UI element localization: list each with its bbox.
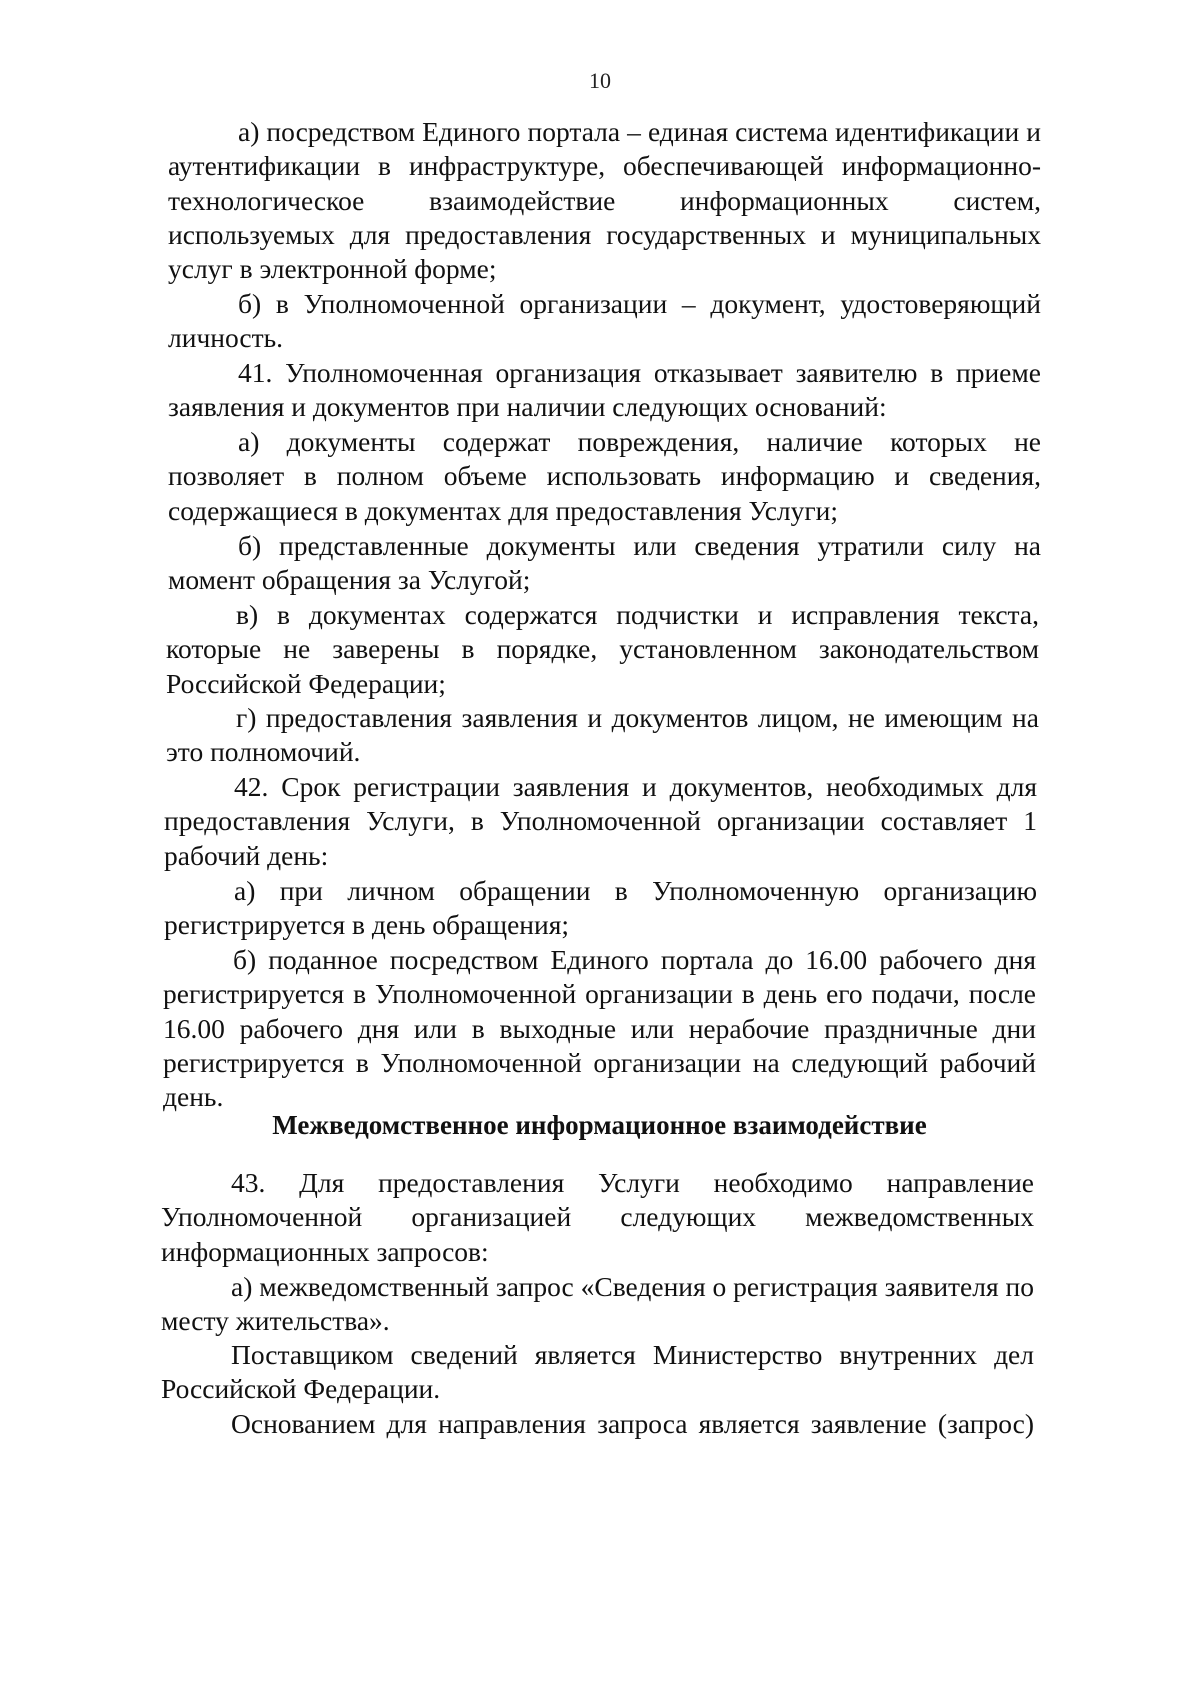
paragraph-40a: а) посредством Единого портала – единая система идентификации и аутентификации в инфраструктуре, обеспечивающей информационно-технологическое взаимодействие информационных систем, используемых для предоставления государственных и муниципальных услуг в электронной форме; bbox=[168, 116, 1041, 285]
paragraph-41v: в) в документах содержатся подчистки и исправления текста, которые не заверены в порядке, установленном законодательством Российской Федерации; bbox=[166, 599, 1039, 699]
paragraph-41a: а) документы содержат повреждения, наличие которых не позволяет в полном объеме использовать информацию и сведения, содержащиеся в документах для предоставления Услуги; bbox=[168, 426, 1041, 526]
paragraph-basis: Основанием для направления запроса является заявление (запрос) bbox=[231, 1408, 1034, 1439]
page-number: 10 bbox=[589, 68, 611, 93]
paragraph-43: 43. Для предоставления Услуги необходимо направление Уполномоченной организацией следующих межведомственных информационных запросов: bbox=[161, 1167, 1034, 1267]
paragraph-42a: а) при личном обращении в Уполномоченную организацию регистрируется в день обращения; bbox=[164, 875, 1037, 941]
paragraph-41g: г) предоставления заявления и документов лицом, не имеющим на это полномочий. bbox=[166, 702, 1039, 768]
paragraph-41b: б) представленные документы или сведения утратили силу на момент обращения за Услугой; bbox=[168, 530, 1041, 596]
paragraph-41: 41. Уполномоченная организация отказывает заявителю в приеме заявления и документов при наличии следующих оснований: bbox=[168, 357, 1041, 423]
paragraph-40b: б) в Уполномоченной организации – документ, удостоверяющий личность. bbox=[168, 288, 1041, 354]
paragraph-43a: а) межведомственный запрос «Сведения о регистрация заявителя по месту жительства». bbox=[161, 1271, 1034, 1337]
section-heading: Межведомственное информационное взаимодействие bbox=[272, 1110, 927, 1140]
paragraph-42b: б) поданное посредством Единого портала до 16.00 рабочего дня регистрируется в Уполномоченной организации в день его подачи, после 16.00 рабочего дня или в выходные или нерабочие праздничные дни регистрируется в Уполномоченной организации на следующий рабочий день. bbox=[163, 944, 1036, 1113]
paragraph-42: 42. Срок регистрации заявления и документов, необходимых для предоставления Услуги, в Уполномоченной организации составляет 1 рабочий день: bbox=[164, 771, 1037, 871]
paragraph-supplier: Поставщиком сведений является Министерство внутренних дел Российской Федерации. bbox=[161, 1339, 1034, 1405]
